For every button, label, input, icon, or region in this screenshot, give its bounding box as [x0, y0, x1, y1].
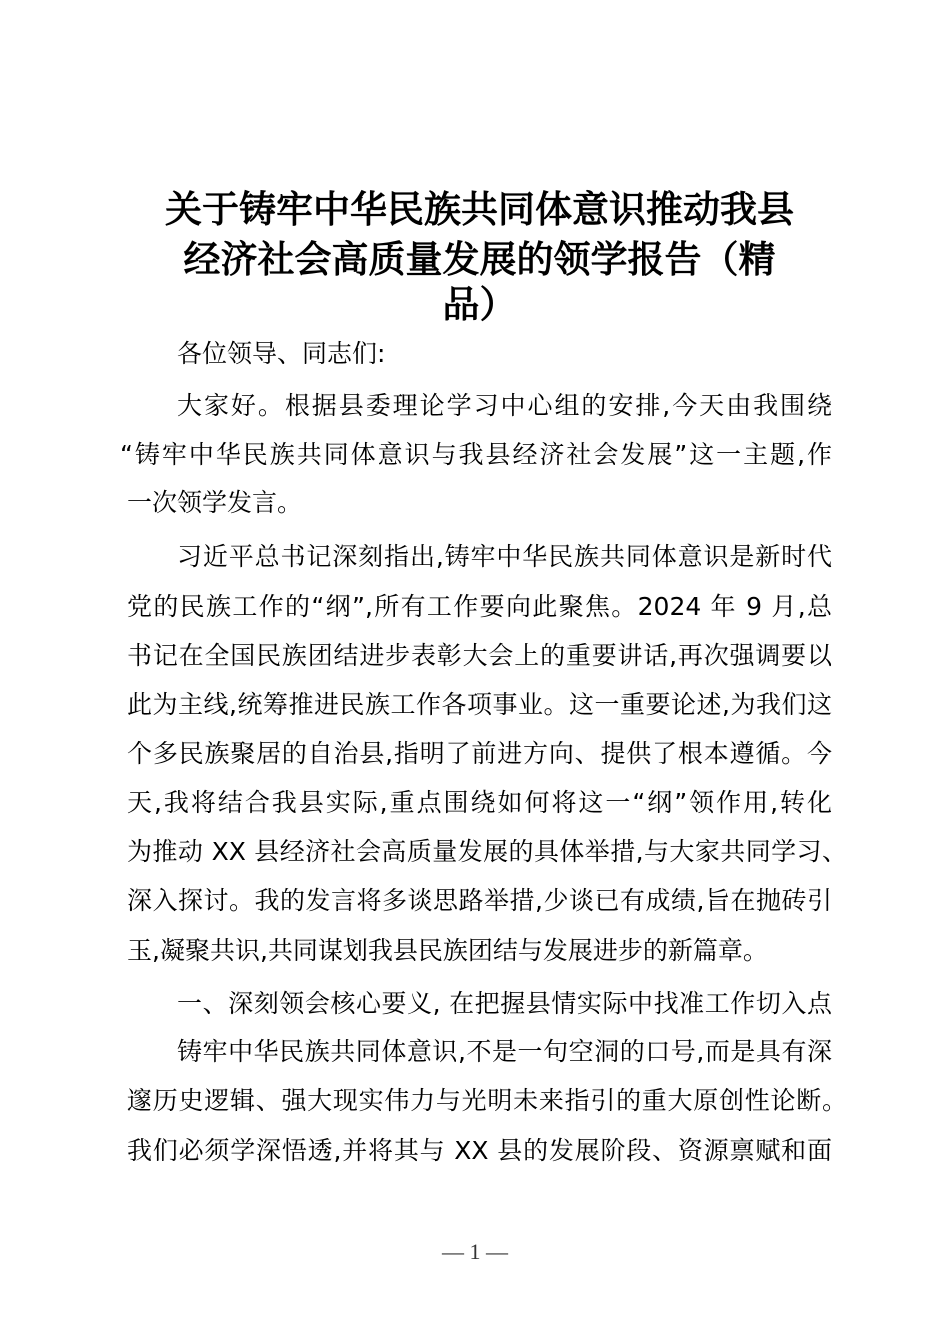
title-line-1: 关于铸牢中华民族共同体意识推动我县: [165, 188, 794, 231]
paragraph-2-line: 党的民族工作的“纲”,所有工作要向此聚焦。2024 年 9 月,总: [127, 592, 832, 621]
paragraph-2-line: 玉,凝聚共识,共同谋划我县民族团结与发展进步的新篇章。: [127, 936, 768, 965]
paragraph-3-line: 我们必须学深悟透,并将其与 XX 县的发展阶段、资源禀赋和面: [127, 1136, 832, 1165]
paragraph-2-line: 个多民族聚居的自治县,指明了前进方向、提供了根本遵循。今: [127, 739, 832, 768]
paragraph-2-line: 习近平总书记深刻指出,铸牢中华民族共同体意识是新时代: [177, 542, 832, 571]
paragraph-1-line: “铸牢中华民族共同体意识与我县经济社会发展”这一主题,作: [120, 440, 832, 469]
title-line-2: 经济社会高质量发展的领学报告（精: [183, 238, 776, 281]
paragraph-2-line: 为推动 XX 县经济社会高质量发展的具体举措,与大家共同学习、: [127, 837, 847, 866]
paragraph-2-line: 书记在全国民族团结进步表彰大会上的重要讲话,再次强调要以: [127, 641, 832, 670]
paragraph-2-line: 此为主线,统筹推进民族工作各项事业。这一重要论述,为我们这: [127, 690, 832, 719]
paragraph-1-line: 大家好。根据县委理论学习中心组的安排,今天由我围绕: [177, 391, 832, 420]
paragraph-3-line: 铸牢中华民族共同体意识,不是一句空洞的口号,而是具有深: [177, 1037, 832, 1066]
paragraph-2-line: 深入探讨。我的发言将多谈思路举措,少谈已有成绩,旨在抛砖引: [127, 886, 832, 915]
page-number: — 1 —: [442, 1239, 508, 1264]
paragraph-1-line: 一次领学发言。: [127, 488, 303, 517]
paragraph-2-line: 天,我将结合我县实际,重点围绕如何将这一“纲”领作用,转化: [127, 788, 832, 817]
paragraph-3-line: 邃历史逻辑、强大现实伟力与光明未来指引的重大原创性论断。: [127, 1086, 847, 1115]
section-heading-1: 一、深刻领会核心要义, 在把握县情实际中找准工作切入点: [177, 989, 832, 1018]
greeting: 各位领导、同志们:: [177, 339, 386, 368]
title-line-3: 品）: [442, 283, 517, 326]
